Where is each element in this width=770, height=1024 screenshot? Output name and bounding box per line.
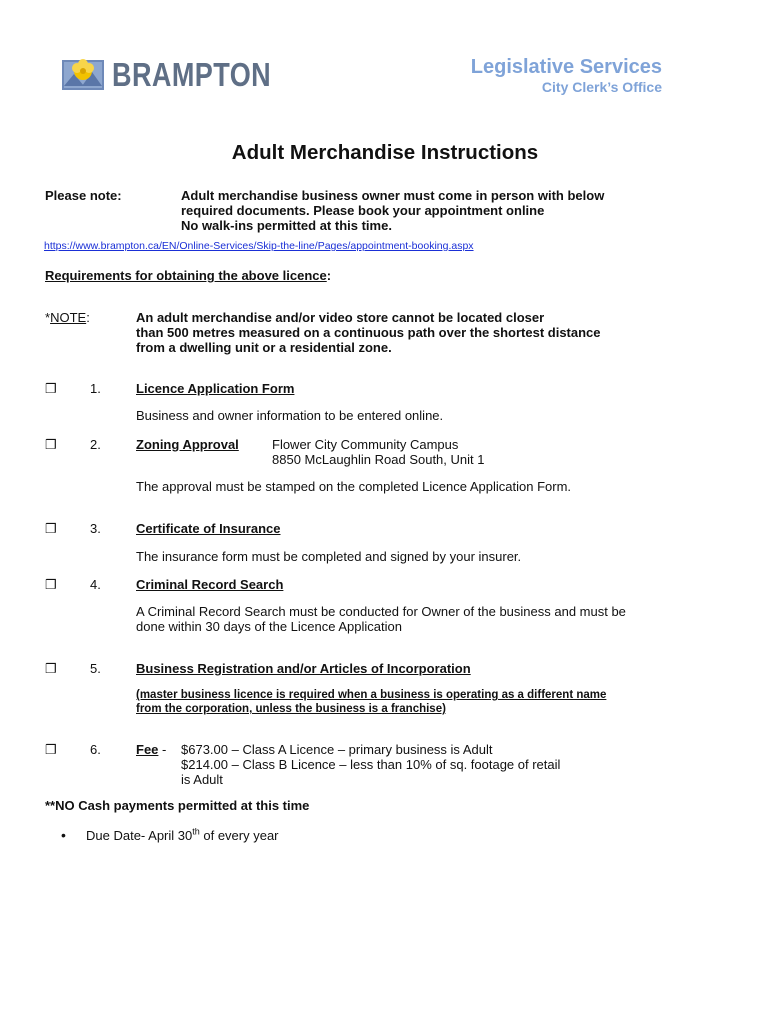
- item-text-line: A Criminal Record Search must be conducted for Owner of the business and must be: [136, 604, 626, 619]
- note-text-line: from a dwelling unit or a residential zone.: [136, 340, 392, 355]
- item-heading-zoning-approval: Zoning Approval: [136, 437, 239, 452]
- fee-line: $673.00 – Class A Licence – primary business is Adult: [181, 742, 493, 757]
- item-number: 1.: [90, 381, 101, 396]
- zoning-address: [272, 437, 484, 467]
- item-number: 5.: [90, 661, 101, 676]
- note-colon: :: [86, 310, 90, 325]
- note-text: [136, 310, 736, 355]
- note-label: [45, 310, 90, 325]
- checkbox-icon[interactable]: ❒: [45, 381, 57, 396]
- brampton-logo: [62, 56, 277, 94]
- note-line: Adult merchandise business owner must come in person with below: [181, 188, 605, 203]
- note-text-line: An adult merchandise and/or video store cannot be located closer: [136, 310, 545, 325]
- checkbox-icon[interactable]: ❒: [45, 437, 57, 452]
- item-text-line: from the corporation, unless the business is a franchise): [136, 703, 446, 715]
- item-heading-business-registration: Business Registration and/or Articles of Incorporation: [136, 661, 471, 676]
- office-name: City Clerk’s Office: [541, 79, 662, 95]
- item-text: The insurance form must be completed and signed by your insurer.: [136, 549, 522, 564]
- brampton-flower-logo-icon: [62, 56, 104, 94]
- fee-list: [181, 742, 661, 787]
- note-line: required documents. Please book your appointment online: [181, 203, 545, 218]
- due-date: [86, 828, 279, 843]
- item-text-line: (master business licence is required when a business is operating as a different name: [136, 689, 607, 701]
- item-heading-fee: Fee: [136, 742, 159, 757]
- please-note-label: Please note:: [45, 188, 122, 203]
- fee-heading: [136, 742, 166, 757]
- note-text-line: than 500 metres measured on a continuous path over the shortest distance: [136, 325, 601, 340]
- item-number: 2.: [90, 437, 101, 452]
- requirements-heading-text: Requirements for obtaining the above licence: [45, 268, 327, 283]
- checkbox-icon[interactable]: ❒: [45, 521, 57, 536]
- please-note-text: [181, 188, 741, 233]
- due-date-suffix: of every year: [199, 828, 279, 843]
- bullet-icon: •: [61, 827, 66, 843]
- page-title: Adult Merchandise Instructions: [231, 141, 539, 164]
- item-heading-insurance: Certificate of Insurance: [136, 521, 281, 536]
- item-text: Business and owner information to be entered online.: [136, 408, 444, 423]
- fee-dash: -: [158, 742, 167, 757]
- item-number: 6.: [90, 742, 101, 757]
- checkbox-icon[interactable]: ❒: [45, 577, 57, 592]
- item-number: 4.: [90, 577, 101, 592]
- note-star: *: [45, 310, 51, 325]
- item-heading-criminal-record: Criminal Record Search: [136, 577, 284, 592]
- address-line: Flower City Community Campus: [272, 437, 459, 452]
- logo-text: BRAMPTON: [112, 56, 272, 93]
- item-heading-licence-application: Licence Application Form: [136, 381, 295, 396]
- appointment-booking-link[interactable]: https://www.brampton.ca/EN/Online-Services/Skip-the-line/Pages/appointment-booking.aspx: [44, 240, 474, 252]
- item-text: [136, 688, 736, 716]
- department-block: [471, 56, 662, 96]
- department-name: Legislative Services: [470, 56, 662, 78]
- requirements-heading: [45, 268, 331, 283]
- note-line: No walk-ins permitted at this time.: [181, 218, 392, 233]
- due-date-text: Due Date- April 30: [86, 828, 193, 843]
- note-word: NOTE: [50, 310, 87, 325]
- item-number: 3.: [90, 521, 101, 536]
- item-text-line: done within 30 days of the Licence Application: [136, 619, 402, 634]
- due-date-superscript: th: [192, 826, 200, 837]
- checkbox-icon[interactable]: ❒: [45, 742, 57, 757]
- checkbox-icon[interactable]: ❒: [45, 661, 57, 676]
- cash-note: **NO Cash payments permitted at this time: [45, 798, 310, 813]
- item-text: The approval must be stamped on the completed Licence Application Form.: [136, 479, 572, 494]
- item-text: [136, 604, 736, 634]
- fee-line: is Adult: [181, 772, 223, 787]
- requirements-heading-colon: :: [326, 268, 332, 283]
- fee-line: $214.00 – Class B Licence – less than 10% of sq. footage of retail: [181, 757, 561, 772]
- address-line: 8850 McLaughlin Road South, Unit 1: [272, 452, 485, 467]
